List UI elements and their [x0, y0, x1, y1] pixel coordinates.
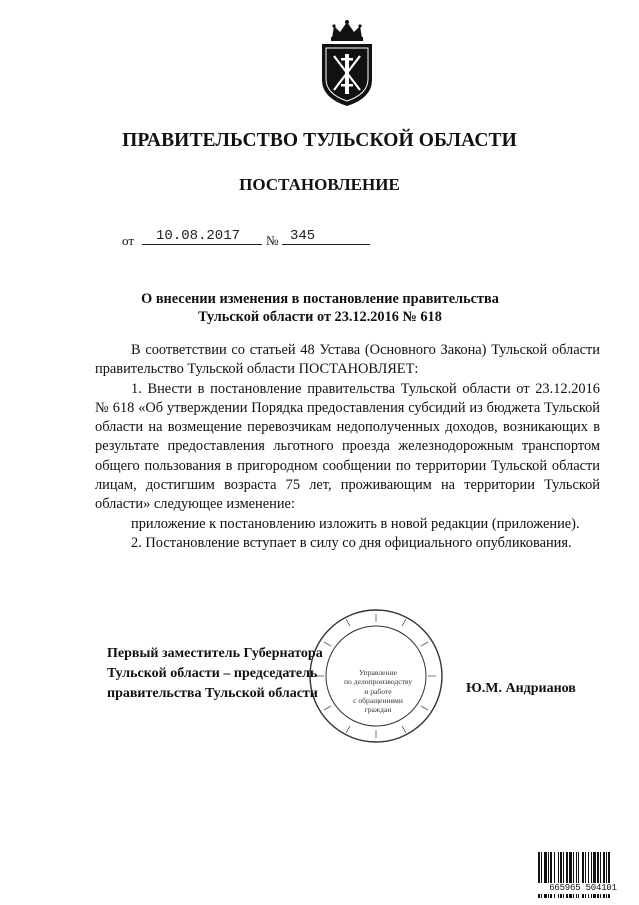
- document-type: ПОСТАНОВЛЕНИЕ: [239, 175, 400, 194]
- government-title: ПРАВИТЕЛЬСТВО ТУЛЬСКОЙ ОБЛАСТИ: [122, 130, 517, 151]
- number-underline: [282, 244, 370, 245]
- number-label: №: [266, 233, 279, 248]
- subject-line-2: Тульской области от 23.12.2016 № 618: [198, 309, 442, 325]
- signer-name: Ю.М. Андрианов: [466, 681, 576, 696]
- stamp-line-1: Управление: [358, 668, 398, 677]
- signer-line-3: правительства Тульской области: [107, 686, 318, 701]
- signer-line-2: Тульской области – председатель: [107, 666, 318, 681]
- stamp-line-3: и работе: [364, 686, 392, 696]
- body-paragraph-4: 2. Постановление вступает в силу со дня официального опубликования.: [131, 534, 572, 551]
- tula-coat-of-arms-icon: [312, 18, 382, 110]
- barcode-number: 665965 504101: [536, 883, 630, 894]
- stamp-line-2: по делопроизводству: [343, 677, 413, 687]
- stamp-text: [330, 668, 426, 714]
- document-body: [95, 341, 600, 553]
- date-value: 10.08.2017: [156, 228, 241, 244]
- date-underline: [142, 244, 262, 245]
- signer-line-1: Первый заместитель Губернатора: [107, 646, 323, 661]
- date-label: от: [122, 233, 135, 248]
- document-subject: [100, 290, 540, 326]
- number-value: 345: [290, 228, 316, 244]
- body-paragraph-3: приложение к постановлению изложить в новой редакции (приложение).: [131, 515, 580, 532]
- stamp-line-5: граждан: [364, 705, 392, 715]
- signer-title: [107, 644, 323, 704]
- subject-line-1: О внесении изменения в постановление правительства: [141, 291, 499, 307]
- stamp-line-4: с обращениями: [353, 695, 403, 705]
- body-paragraph-2: 1. Внести в постановление правительства Тульской области от 23.12.2016 № 618 «Об утверждении Порядка предоставления субсидий из бюджета Тульской области на возмещение перевозчикам недополученных доходов, возникающих в результате предоставления льготного проезда железнодорожным транспортом общего пользования в пригородном сообщении по территории Тульской области лицам, достигшим возраста 75 лет, проживающим на территории Тульской области» следующее изменение:: [95, 380, 600, 513]
- body-paragraph-1: В соответствии со статьей 48 Устава (Основного Закона) Тульской области правительство Тульской области ПОСТАНОВЛЯЕТ:: [95, 342, 600, 378]
